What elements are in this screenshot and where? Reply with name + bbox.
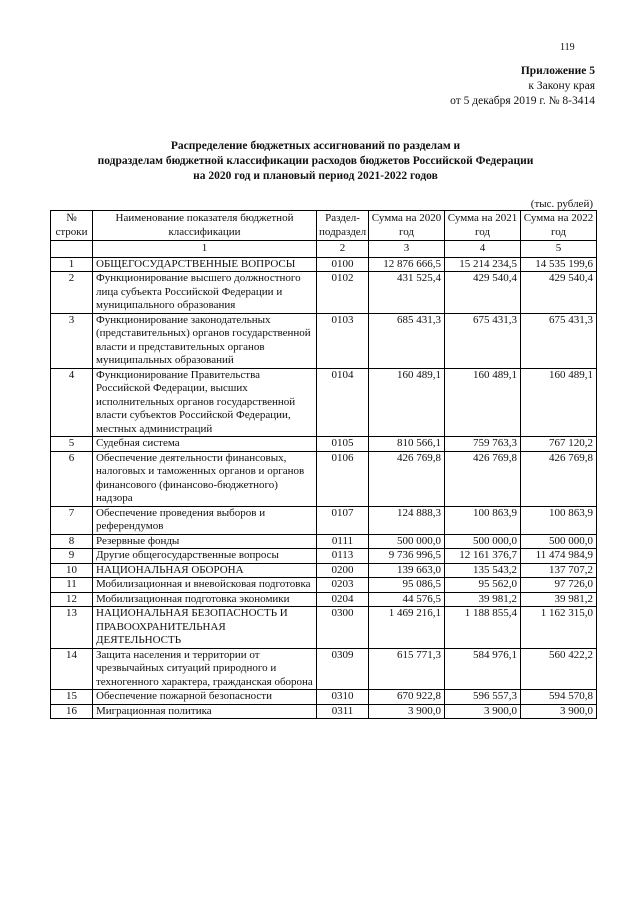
heading-line-3: на 2020 год и плановый период 2021-2022 годов: [193, 170, 438, 182]
indicator-name-cell: Функционирование законодательных (представительных) органов государственной власти и представительных органов муниципальных образований: [93, 313, 317, 368]
indicator-name-cell: Судебная система: [93, 437, 317, 452]
table-row: [51, 607, 597, 649]
section-code-cell: 0102: [317, 272, 369, 314]
page-number: 119: [560, 42, 575, 53]
amount-2020-cell: 810 566,1: [369, 437, 445, 452]
row-number-cell: 2: [51, 272, 93, 314]
row-number-cell: 3: [51, 313, 93, 368]
table-row: [51, 437, 597, 452]
amount-2020-cell: 44 576,5: [369, 592, 445, 607]
indicator-name-cell: Резервные фонды: [93, 534, 317, 549]
table-row: [51, 648, 597, 690]
indicator-name-cell: НАЦИОНАЛЬНАЯ ОБОРОНА: [93, 563, 317, 578]
section-code-cell: 0100: [317, 257, 369, 272]
row-number-cell: 4: [51, 368, 93, 437]
row-number-cell: 5: [51, 437, 93, 452]
table-row: [51, 704, 597, 719]
table-header-row: [51, 211, 597, 241]
amount-2021-cell: 160 489,1: [445, 368, 521, 437]
section-code-cell: 0107: [317, 506, 369, 534]
appendix-reference: [450, 64, 595, 109]
indicator-name-cell: Обеспечение пожарной безопасности: [93, 690, 317, 705]
amount-2020-cell: 95 086,5: [369, 578, 445, 593]
row-number-cell: 14: [51, 648, 93, 690]
appendix-law-line: к Закону края: [528, 80, 595, 92]
table-row: [51, 592, 597, 607]
amount-2020-cell: 426 769,8: [369, 451, 445, 506]
amount-2021-cell: 1 188 855,4: [445, 607, 521, 649]
amount-2021-cell: 584 976,1: [445, 648, 521, 690]
amount-2020-cell: 160 489,1: [369, 368, 445, 437]
amount-2020-cell: 431 525,4: [369, 272, 445, 314]
amount-2021-cell: 15 214 234,5: [445, 257, 521, 272]
amount-2021-cell: 426 769,8: [445, 451, 521, 506]
amount-2022-cell: 39 981,2: [521, 592, 597, 607]
amount-2022-cell: 429 540,4: [521, 272, 597, 314]
row-number-cell: 1: [51, 257, 93, 272]
amount-2022-cell: 97 726,0: [521, 578, 597, 593]
indicator-name-cell: Функционирование Правительства Российской Федерации, высших исполнительных органов государственной власти субъектов Российской Федерации, местных администраций: [93, 368, 317, 437]
indicator-name-cell: Миграционная политика: [93, 704, 317, 719]
amount-2021-cell: 100 863,9: [445, 506, 521, 534]
amount-2020-cell: 139 663,0: [369, 563, 445, 578]
row-number-cell: 7: [51, 506, 93, 534]
amount-2020-cell: 9 736 996,5: [369, 549, 445, 564]
section-code-cell: 0104: [317, 368, 369, 437]
section-code-cell: 0311: [317, 704, 369, 719]
row-number-cell: 9: [51, 549, 93, 564]
amount-2021-cell: 39 981,2: [445, 592, 521, 607]
amount-2022-cell: 767 120,2: [521, 437, 597, 452]
table-row: [51, 313, 597, 368]
section-code-cell: 0310: [317, 690, 369, 705]
table-row: [51, 368, 597, 437]
amount-2022-cell: 14 535 199,6: [521, 257, 597, 272]
table-row: [51, 549, 597, 564]
amount-2022-cell: 160 489,1: [521, 368, 597, 437]
amount-2021-cell: 429 540,4: [445, 272, 521, 314]
amount-2020-cell: 500 000,0: [369, 534, 445, 549]
amount-2021-cell: 3 900,0: [445, 704, 521, 719]
amount-2022-cell: 500 000,0: [521, 534, 597, 549]
column-number-row: [51, 241, 597, 258]
row-number-cell: 16: [51, 704, 93, 719]
row-number-cell: 13: [51, 607, 93, 649]
amount-2021-cell: 12 161 376,7: [445, 549, 521, 564]
table-row: [51, 690, 597, 705]
amount-2022-cell: 594 570,8: [521, 690, 597, 705]
indicator-name-cell: Функционирование высшего должностного лица субъекта Российской Федерации и муниципального образования: [93, 272, 317, 314]
section-code-cell: 0106: [317, 451, 369, 506]
section-code-cell: 0103: [317, 313, 369, 368]
amount-2022-cell: 137 707,2: [521, 563, 597, 578]
heading-line-1: Распределение бюджетных ассигнований по разделам и: [170, 140, 461, 152]
amount-2020-cell: 3 900,0: [369, 704, 445, 719]
amount-2020-cell: 685 431,3: [369, 313, 445, 368]
amount-2021-cell: 596 557,3: [445, 690, 521, 705]
amount-2022-cell: 100 863,9: [521, 506, 597, 534]
section-code-cell: 0111: [317, 534, 369, 549]
amount-2022-cell: 426 769,8: [521, 451, 597, 506]
amount-2020-cell: 124 888,3: [369, 506, 445, 534]
header-amount-2020: Сумма на 2020 год: [369, 211, 445, 241]
amount-2022-cell: 560 422,2: [521, 648, 597, 690]
row-number-cell: 15: [51, 690, 93, 705]
amount-2020-cell: 1 469 216,1: [369, 607, 445, 649]
column-number-blank: [51, 241, 93, 258]
header-amount-2022: Сумма на 2022 год: [521, 211, 597, 241]
section-code-cell: 0309: [317, 648, 369, 690]
table-row: [51, 506, 597, 534]
heading-line-2: подразделам бюджетной классификации расходов бюджетов Российской Федерации: [97, 155, 534, 167]
amount-2021-cell: 675 431,3: [445, 313, 521, 368]
amount-2021-cell: 759 763,3: [445, 437, 521, 452]
document-heading: [0, 139, 631, 184]
amount-2022-cell: 3 900,0: [521, 704, 597, 719]
amount-2022-cell: 11 474 984,9: [521, 549, 597, 564]
indicator-name-cell: Защита населения и территории от чрезвычайных ситуаций природного и техногенного характера, гражданская оборона: [93, 648, 317, 690]
row-number-cell: 10: [51, 563, 93, 578]
column-number: 1: [93, 241, 317, 258]
table-row: [51, 272, 597, 314]
appendix-title: Приложение 5: [520, 65, 595, 77]
row-number-cell: 6: [51, 451, 93, 506]
indicator-name-cell: Мобилизационная подготовка экономики: [93, 592, 317, 607]
section-code-cell: 0203: [317, 578, 369, 593]
indicator-name-cell: Другие общегосударственные вопросы: [93, 549, 317, 564]
table-row: [51, 578, 597, 593]
section-code-cell: 0113: [317, 549, 369, 564]
header-row-number: № строки: [51, 211, 93, 241]
table-row: [51, 563, 597, 578]
amount-2021-cell: 135 543,2: [445, 563, 521, 578]
column-number: 4: [445, 241, 521, 258]
indicator-name-cell: ОБЩЕГОСУДАРСТВЕННЫЕ ВОПРОСЫ: [93, 257, 317, 272]
indicator-name-cell: НАЦИОНАЛЬНАЯ БЕЗОПАСНОСТЬ И ПРАВООХРАНИТЕЛЬНАЯ ДЕЯТЕЛЬНОСТЬ: [93, 607, 317, 649]
amount-2021-cell: 95 562,0: [445, 578, 521, 593]
column-number: 2: [317, 241, 369, 258]
indicator-name-cell: Обеспечение деятельности финансовых, налоговых и таможенных органов и органов финансового (финансово-бюджетного) надзора: [93, 451, 317, 506]
section-code-cell: 0300: [317, 607, 369, 649]
column-number: 5: [521, 241, 597, 258]
appendix-date-line: от 5 декабря 2019 г. № 8-3414: [450, 95, 595, 107]
table-row: [51, 534, 597, 549]
header-amount-2021: Сумма на 2021 год: [445, 211, 521, 241]
indicator-name-cell: Мобилизационная и вневойсковая подготовка: [93, 578, 317, 593]
indicator-name-cell: Обеспечение проведения выборов и референдумов: [93, 506, 317, 534]
amount-2022-cell: 675 431,3: [521, 313, 597, 368]
row-number-cell: 11: [51, 578, 93, 593]
section-code-cell: 0200: [317, 563, 369, 578]
amount-2022-cell: 1 162 315,0: [521, 607, 597, 649]
amount-2020-cell: 12 876 666,5: [369, 257, 445, 272]
table-row: [51, 257, 597, 272]
row-number-cell: 8: [51, 534, 93, 549]
row-number-cell: 12: [51, 592, 93, 607]
table-body: [51, 257, 597, 719]
section-code-cell: 0204: [317, 592, 369, 607]
header-section-code: Раздел-подраздел: [317, 211, 369, 241]
amount-2020-cell: 615 771,3: [369, 648, 445, 690]
table-row: [51, 451, 597, 506]
header-name: Наименование показателя бюджетной классификации: [93, 211, 317, 241]
units-label: (тыс. рублей): [530, 198, 593, 210]
budget-table: [50, 210, 597, 719]
column-number: 3: [369, 241, 445, 258]
section-code-cell: 0105: [317, 437, 369, 452]
amount-2020-cell: 670 922,8: [369, 690, 445, 705]
amount-2021-cell: 500 000,0: [445, 534, 521, 549]
